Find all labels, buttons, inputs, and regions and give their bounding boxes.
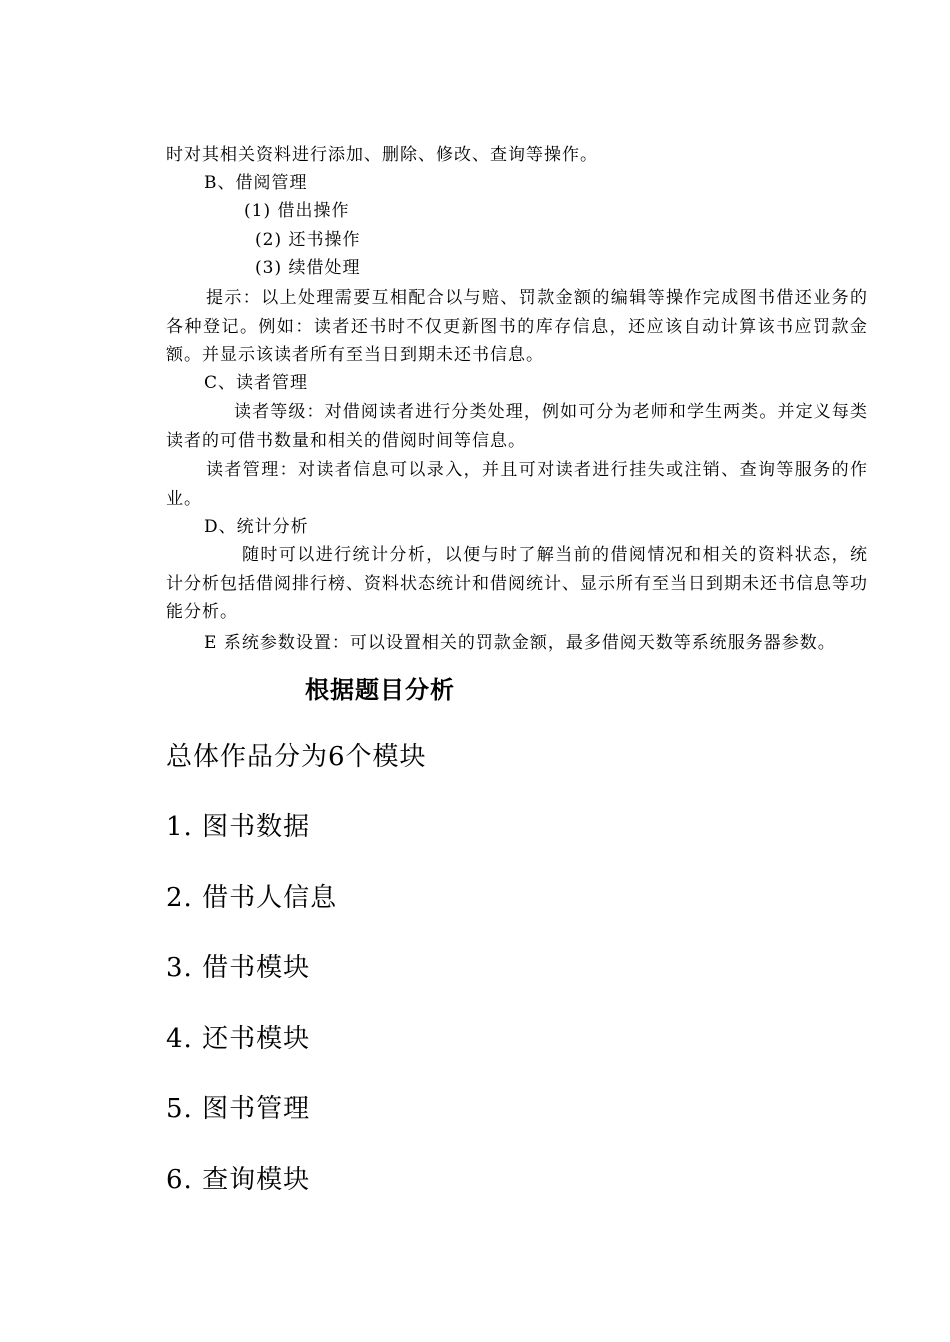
reader-level-paragraph: 读者等级：对借阅读者进行分类处理，例如可分为老师和学生两类。并定义每类读者的可借书数量和相关的借阅时间等信息。 bbox=[166, 402, 868, 451]
analysis-heading: 根据题目分析 bbox=[305, 676, 455, 704]
reader-mgmt-paragraph: 读者管理：对读者信息可以录入，并且可对读者进行挂失或注销、查询等服务的作业。 bbox=[166, 460, 868, 509]
stats-paragraph: 随时可以进行统计分析，以便与时了解当前的借阅情况和相关的资料状态，统计分析包括借阅排行榜、资料状态统计和借阅统计、显示所有至当日到期未还书信息等功能分析。 bbox=[166, 545, 868, 622]
tip-paragraph: 提示：以上处理需要互相配合以与赔、罚款金额的编辑等操作完成图书借还业务的各种登记。例如：读者还书时不仅更新图书的库存信息，还应该自动计算该书应罚款金额。并显示该读者所有至当日到期未还书信息。 bbox=[166, 288, 868, 365]
b-item-3: (3) 续借处理 bbox=[255, 258, 361, 278]
module-item-6: 6. 查询模块 bbox=[166, 1165, 311, 1195]
module-item-3: 3. 借书模块 bbox=[166, 953, 311, 983]
module-item-5: 5. 图书管理 bbox=[166, 1094, 311, 1124]
b-item-1: (1) 借出操作 bbox=[244, 201, 350, 221]
module-item-2: 2. 借书人信息 bbox=[166, 883, 338, 913]
section-c-heading: C、读者管理 bbox=[204, 373, 309, 393]
module-item-4: 4. 还书模块 bbox=[166, 1024, 311, 1054]
module-item-1: 1. 图书数据 bbox=[166, 812, 311, 842]
b-item-2: (2) 还书操作 bbox=[255, 230, 361, 250]
section-d-heading: D、统计分析 bbox=[204, 517, 309, 537]
section-b-heading: B、借阅管理 bbox=[204, 173, 308, 193]
intro-line-end: 时对其相关资料进行添加、删除、修改、查询等操作。 bbox=[166, 145, 598, 165]
section-e-line: E 系统参数设置：可以设置相关的罚款金额，最多借阅天数等系统服务器参数。 bbox=[204, 633, 836, 653]
modules-intro: 总体作品分为6个模块 bbox=[166, 742, 427, 772]
